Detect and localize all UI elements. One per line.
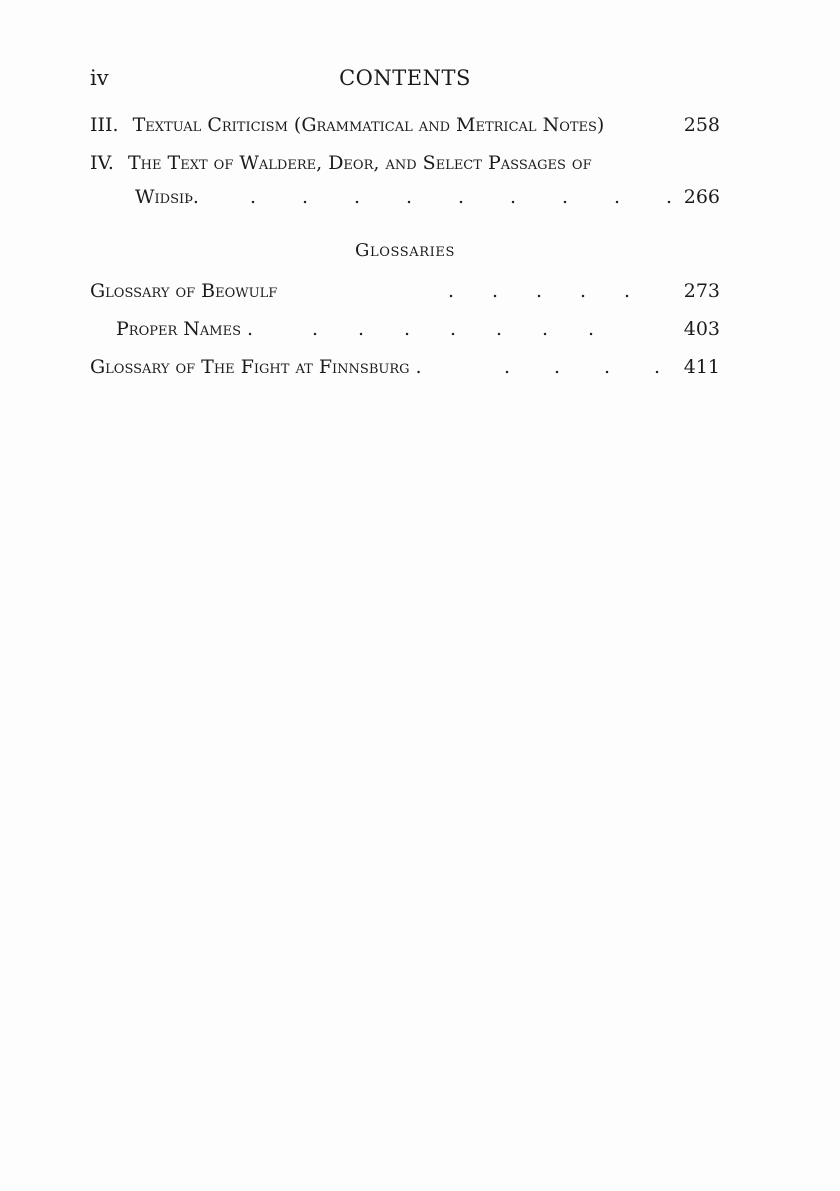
entry-page-number: 411 bbox=[683, 356, 720, 378]
entry-title: Glossary of The Fight at Finnsburg . bbox=[90, 356, 422, 378]
leader-dot: . bbox=[358, 318, 365, 340]
leader-dot: . bbox=[458, 186, 465, 208]
leader-dot: . bbox=[542, 318, 549, 340]
entry-page-number: 258 bbox=[683, 114, 720, 136]
leader-dot: . bbox=[354, 186, 361, 208]
toc-entry-glossary-beowulf[interactable] bbox=[90, 280, 720, 302]
toc-entry-glossary-finnsburg[interactable] bbox=[90, 356, 720, 378]
leader-dot: . bbox=[448, 280, 455, 302]
leader-dot: . bbox=[406, 186, 413, 208]
running-head bbox=[90, 66, 720, 98]
entry-title: Proper Names . bbox=[116, 318, 254, 340]
leader-dot: . bbox=[504, 356, 511, 378]
section-heading-glossaries: Glossaries bbox=[355, 240, 455, 261]
entry-page-number: 266 bbox=[683, 186, 720, 208]
leader-dot: . bbox=[450, 318, 457, 340]
toc-entry-proper-names[interactable] bbox=[90, 318, 720, 340]
leader-dot: . bbox=[510, 186, 517, 208]
entry-title-continuation: Widsiþ. bbox=[135, 186, 199, 208]
entry-page-number: 273 bbox=[683, 280, 720, 302]
entry-number: IV. bbox=[90, 152, 114, 174]
leader-dot: . bbox=[492, 280, 499, 302]
page-title: CONTENTS bbox=[339, 66, 471, 90]
leader-dot: . bbox=[614, 186, 621, 208]
leader-dot: . bbox=[654, 356, 661, 378]
leader-dot: . bbox=[604, 356, 611, 378]
toc-entry-iii[interactable] bbox=[90, 114, 720, 136]
leader-dot: . bbox=[536, 280, 543, 302]
leader-dot: . bbox=[250, 186, 257, 208]
leader-dot: . bbox=[588, 318, 595, 340]
leader-dot: . bbox=[666, 186, 673, 208]
page-folio: iv bbox=[90, 66, 109, 90]
leader-dot: . bbox=[312, 318, 319, 340]
leader-dot: . bbox=[580, 280, 587, 302]
entry-page-number: 403 bbox=[683, 318, 720, 340]
leader-dot: . bbox=[554, 356, 561, 378]
entry-title: The Text of Waldere, Deor, and Select Passages of bbox=[128, 152, 592, 174]
toc-entry-iv[interactable] bbox=[90, 152, 720, 174]
toc-entry-iv-continuation[interactable] bbox=[90, 186, 720, 208]
entry-title: Glossary of Beowulf bbox=[90, 280, 278, 302]
leader-dot: . bbox=[624, 280, 631, 302]
leader-dot: . bbox=[404, 318, 411, 340]
entry-number: III. bbox=[90, 114, 119, 136]
leader-dot: . bbox=[562, 186, 569, 208]
leader-dot: . bbox=[496, 318, 503, 340]
entry-title: Textual Criticism (Grammatical and Metrical Notes) bbox=[132, 114, 605, 136]
leader-dot: . bbox=[302, 186, 309, 208]
